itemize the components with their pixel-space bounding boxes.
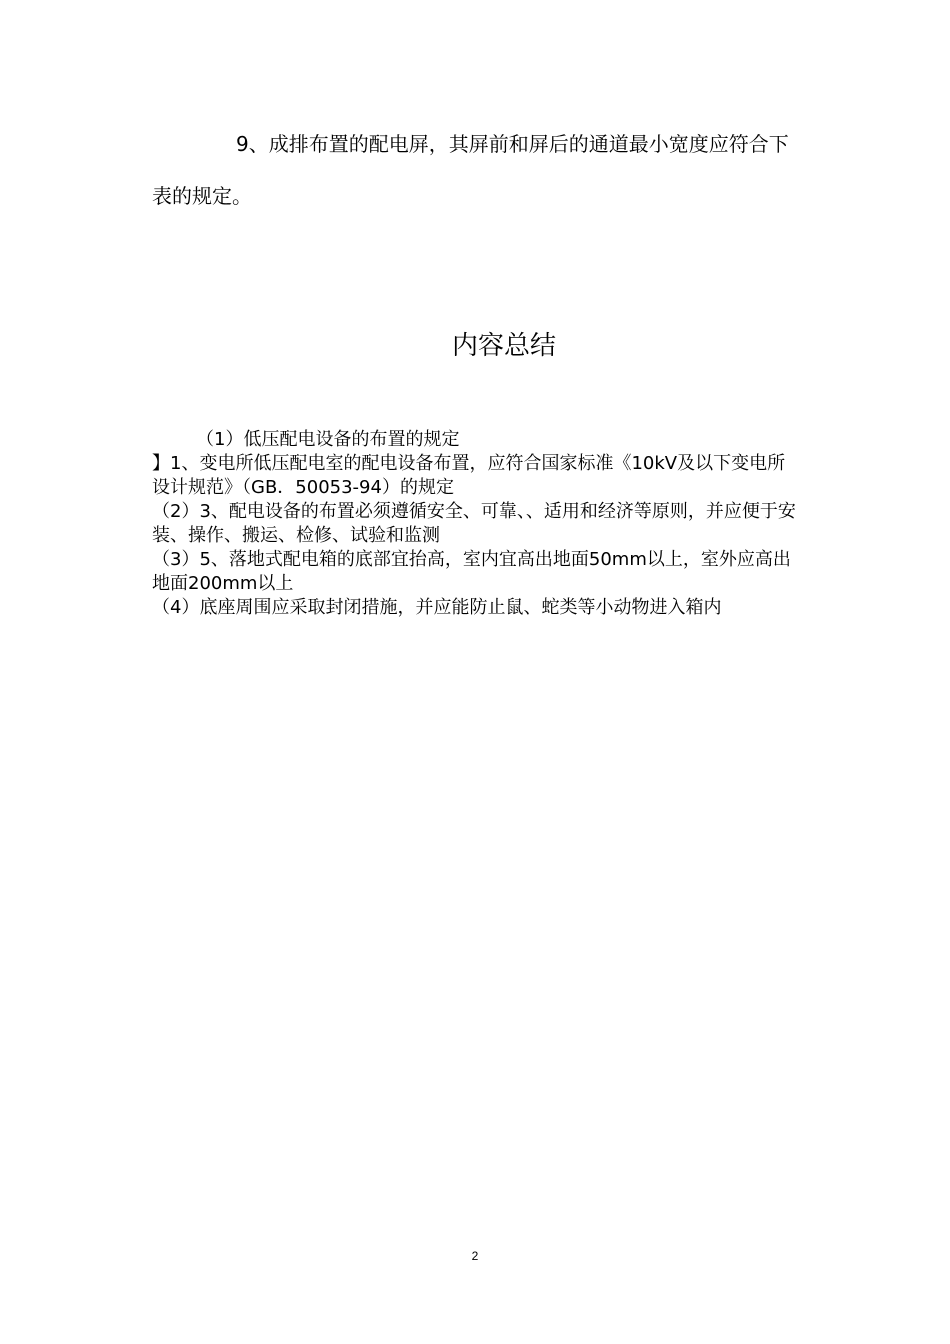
body-paragraph (152, 118, 802, 222)
page-number: 2 (471, 1249, 479, 1263)
paragraph-text: 9、成排布置的配电屏，其屏前和屏后的通道最小宽度应符合下表的规定。 (152, 132, 789, 208)
summary-item: （4）底座周围应采取封闭措施，并应能防止鼠、蛇类等小动物进入箱内 (152, 597, 722, 618)
summary-item: （2）3、配电设备的布置必须遵循安全、可靠、、适用和经济等原则，并应便于安装、操作、搬运、检修、试验和监测 (152, 501, 796, 546)
summary-title: 内容总结 (451, 331, 556, 361)
summary-list (152, 428, 798, 620)
summary-item: （1）低压配电设备的布置的规定 (196, 429, 460, 450)
summary-item: 】1、变电所低压配电室的配电设备布置，应符合国家标准《10kV及以下变电所设计规范》（GB．50053-94）的规定 (152, 453, 786, 498)
summary-item: （3）5、落地式配电箱的底部宜抬高，室内宜高出地面50mm以上，室外应高出地面200mm以上 (152, 549, 791, 594)
